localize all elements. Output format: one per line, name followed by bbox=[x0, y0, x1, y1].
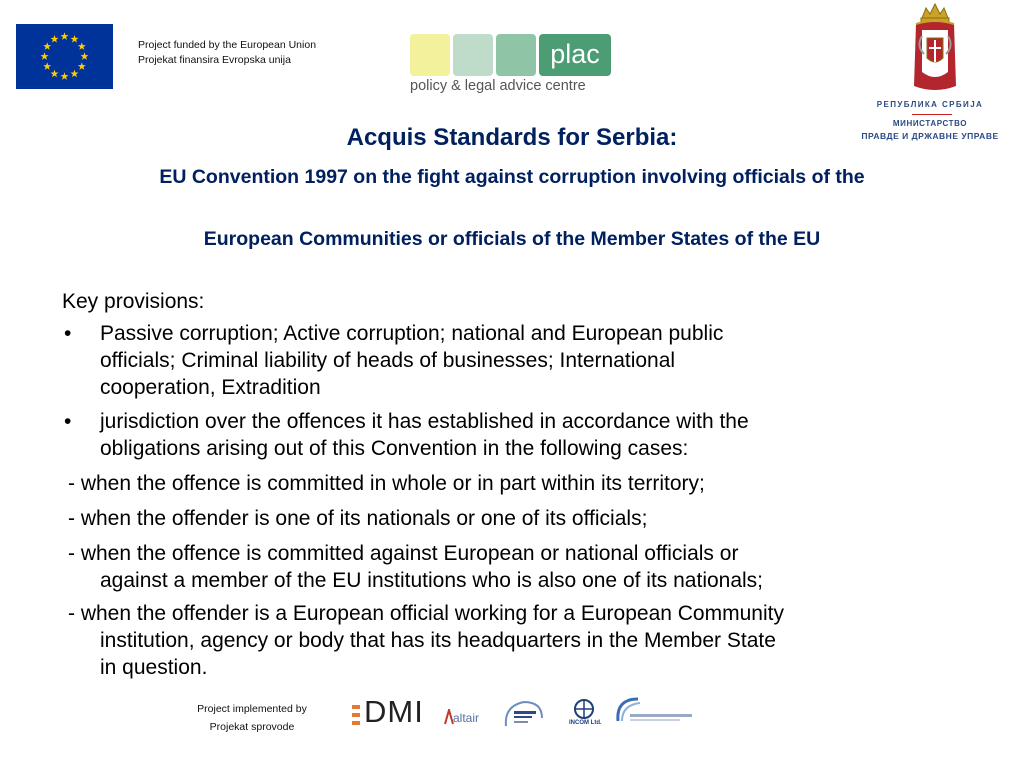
funding-line-sr: Projekat finansira Evropska unija bbox=[138, 54, 291, 66]
eu-stars-icon bbox=[16, 24, 113, 89]
ministry-line-country: РЕПУБЛИКА СРБИЈА bbox=[876, 100, 984, 109]
slide-title: Acquis Standards for Serbia: bbox=[346, 124, 678, 151]
case-item bbox=[68, 600, 978, 681]
bullet-line: cooperation, Extradition bbox=[100, 376, 321, 399]
serbia-coat-of-arms-icon bbox=[908, 2, 962, 94]
eu-star-icon bbox=[51, 70, 59, 78]
bullet-item bbox=[100, 320, 980, 401]
bullet-marker: • bbox=[64, 322, 72, 345]
plac-square-green bbox=[496, 34, 536, 76]
bullet-line: obligations arising out of this Convention in the following cases: bbox=[100, 437, 689, 460]
eu-star-icon bbox=[78, 62, 86, 70]
case-item bbox=[68, 540, 978, 594]
bullet-line: Passive corruption; Active corruption; national and European public bbox=[100, 322, 724, 345]
eu-star-icon bbox=[78, 42, 86, 50]
case-line: - when the offence is committed in whole or in part within its territory; bbox=[68, 472, 705, 495]
case-line: in question. bbox=[100, 656, 208, 679]
edmi-wordmark: DMI bbox=[364, 694, 424, 729]
european-consulting-group-logo bbox=[614, 695, 698, 729]
case-line: institution, agency or body that has its headquarters in the Member State bbox=[100, 629, 776, 652]
eu-star-icon bbox=[81, 52, 89, 60]
incom-globe-icon bbox=[562, 698, 606, 720]
funding-note bbox=[138, 38, 316, 68]
ministry-line-justice: ПРАВДЕ И ДРЖАВНЕ УПРАВЕ bbox=[861, 131, 999, 141]
ministry-divider bbox=[912, 114, 952, 115]
case-item bbox=[68, 505, 978, 532]
altair-logo bbox=[444, 706, 494, 728]
funding-line-en: Project funded by the European Union bbox=[138, 39, 317, 51]
case-item bbox=[68, 470, 978, 497]
eu-star-icon bbox=[61, 32, 69, 40]
eu-star-icon bbox=[71, 70, 79, 78]
altair-wordmark: altair bbox=[453, 711, 480, 725]
bullet-item bbox=[100, 408, 980, 462]
eu-star-icon bbox=[43, 42, 51, 50]
implemented-by-en: Project implemented by bbox=[197, 703, 307, 715]
eu-star-icon bbox=[51, 35, 59, 43]
key-provisions-heading: Key provisions: bbox=[62, 290, 205, 313]
eu-star-icon bbox=[61, 72, 69, 80]
slide-subtitle-line1: EU Convention 1997 on the fight against corruption involving officials of the bbox=[159, 166, 865, 188]
plac-logo bbox=[410, 34, 620, 98]
bullet-marker: • bbox=[64, 410, 72, 433]
eu-star-icon bbox=[43, 62, 51, 70]
case-line: - when the offender is a European official working for a European Community bbox=[68, 602, 784, 625]
plac-wordmark: plac bbox=[539, 34, 611, 76]
plac-square-yellow bbox=[410, 34, 450, 76]
case-line: - when the offender is one of its nationals or one of its officials; bbox=[68, 507, 648, 530]
incom-logo bbox=[562, 698, 606, 732]
eu-star-icon bbox=[71, 35, 79, 43]
human-dynamics-logo bbox=[500, 698, 548, 732]
plac-subtitle: policy & legal advice centre bbox=[410, 78, 586, 94]
bullet-line: jurisdiction over the offences it has established in accordance with the bbox=[100, 410, 749, 433]
eu-flag-logo bbox=[16, 24, 113, 89]
implemented-by-sr: Projekat sprovode bbox=[209, 721, 295, 733]
plac-square-light-green bbox=[453, 34, 493, 76]
ecg-mark-icon bbox=[614, 695, 698, 729]
slide-subtitle-line2: European Communities or officials of the Member States of the EU bbox=[203, 228, 821, 250]
incom-wordmark: INCOM Ltd. bbox=[569, 720, 602, 726]
bullet-line: officials; Criminal liability of heads of businesses; International bbox=[100, 349, 676, 372]
case-line: - when the offence is committed against European or national officials or bbox=[68, 542, 739, 565]
human-dynamics-mark-icon bbox=[500, 698, 548, 732]
eu-star-icon bbox=[41, 52, 49, 60]
ministry-line-ministry: МИНИСТАРСТВО bbox=[892, 119, 968, 128]
case-line: against a member of the EU institutions who is also one of its nationals; bbox=[100, 569, 764, 592]
